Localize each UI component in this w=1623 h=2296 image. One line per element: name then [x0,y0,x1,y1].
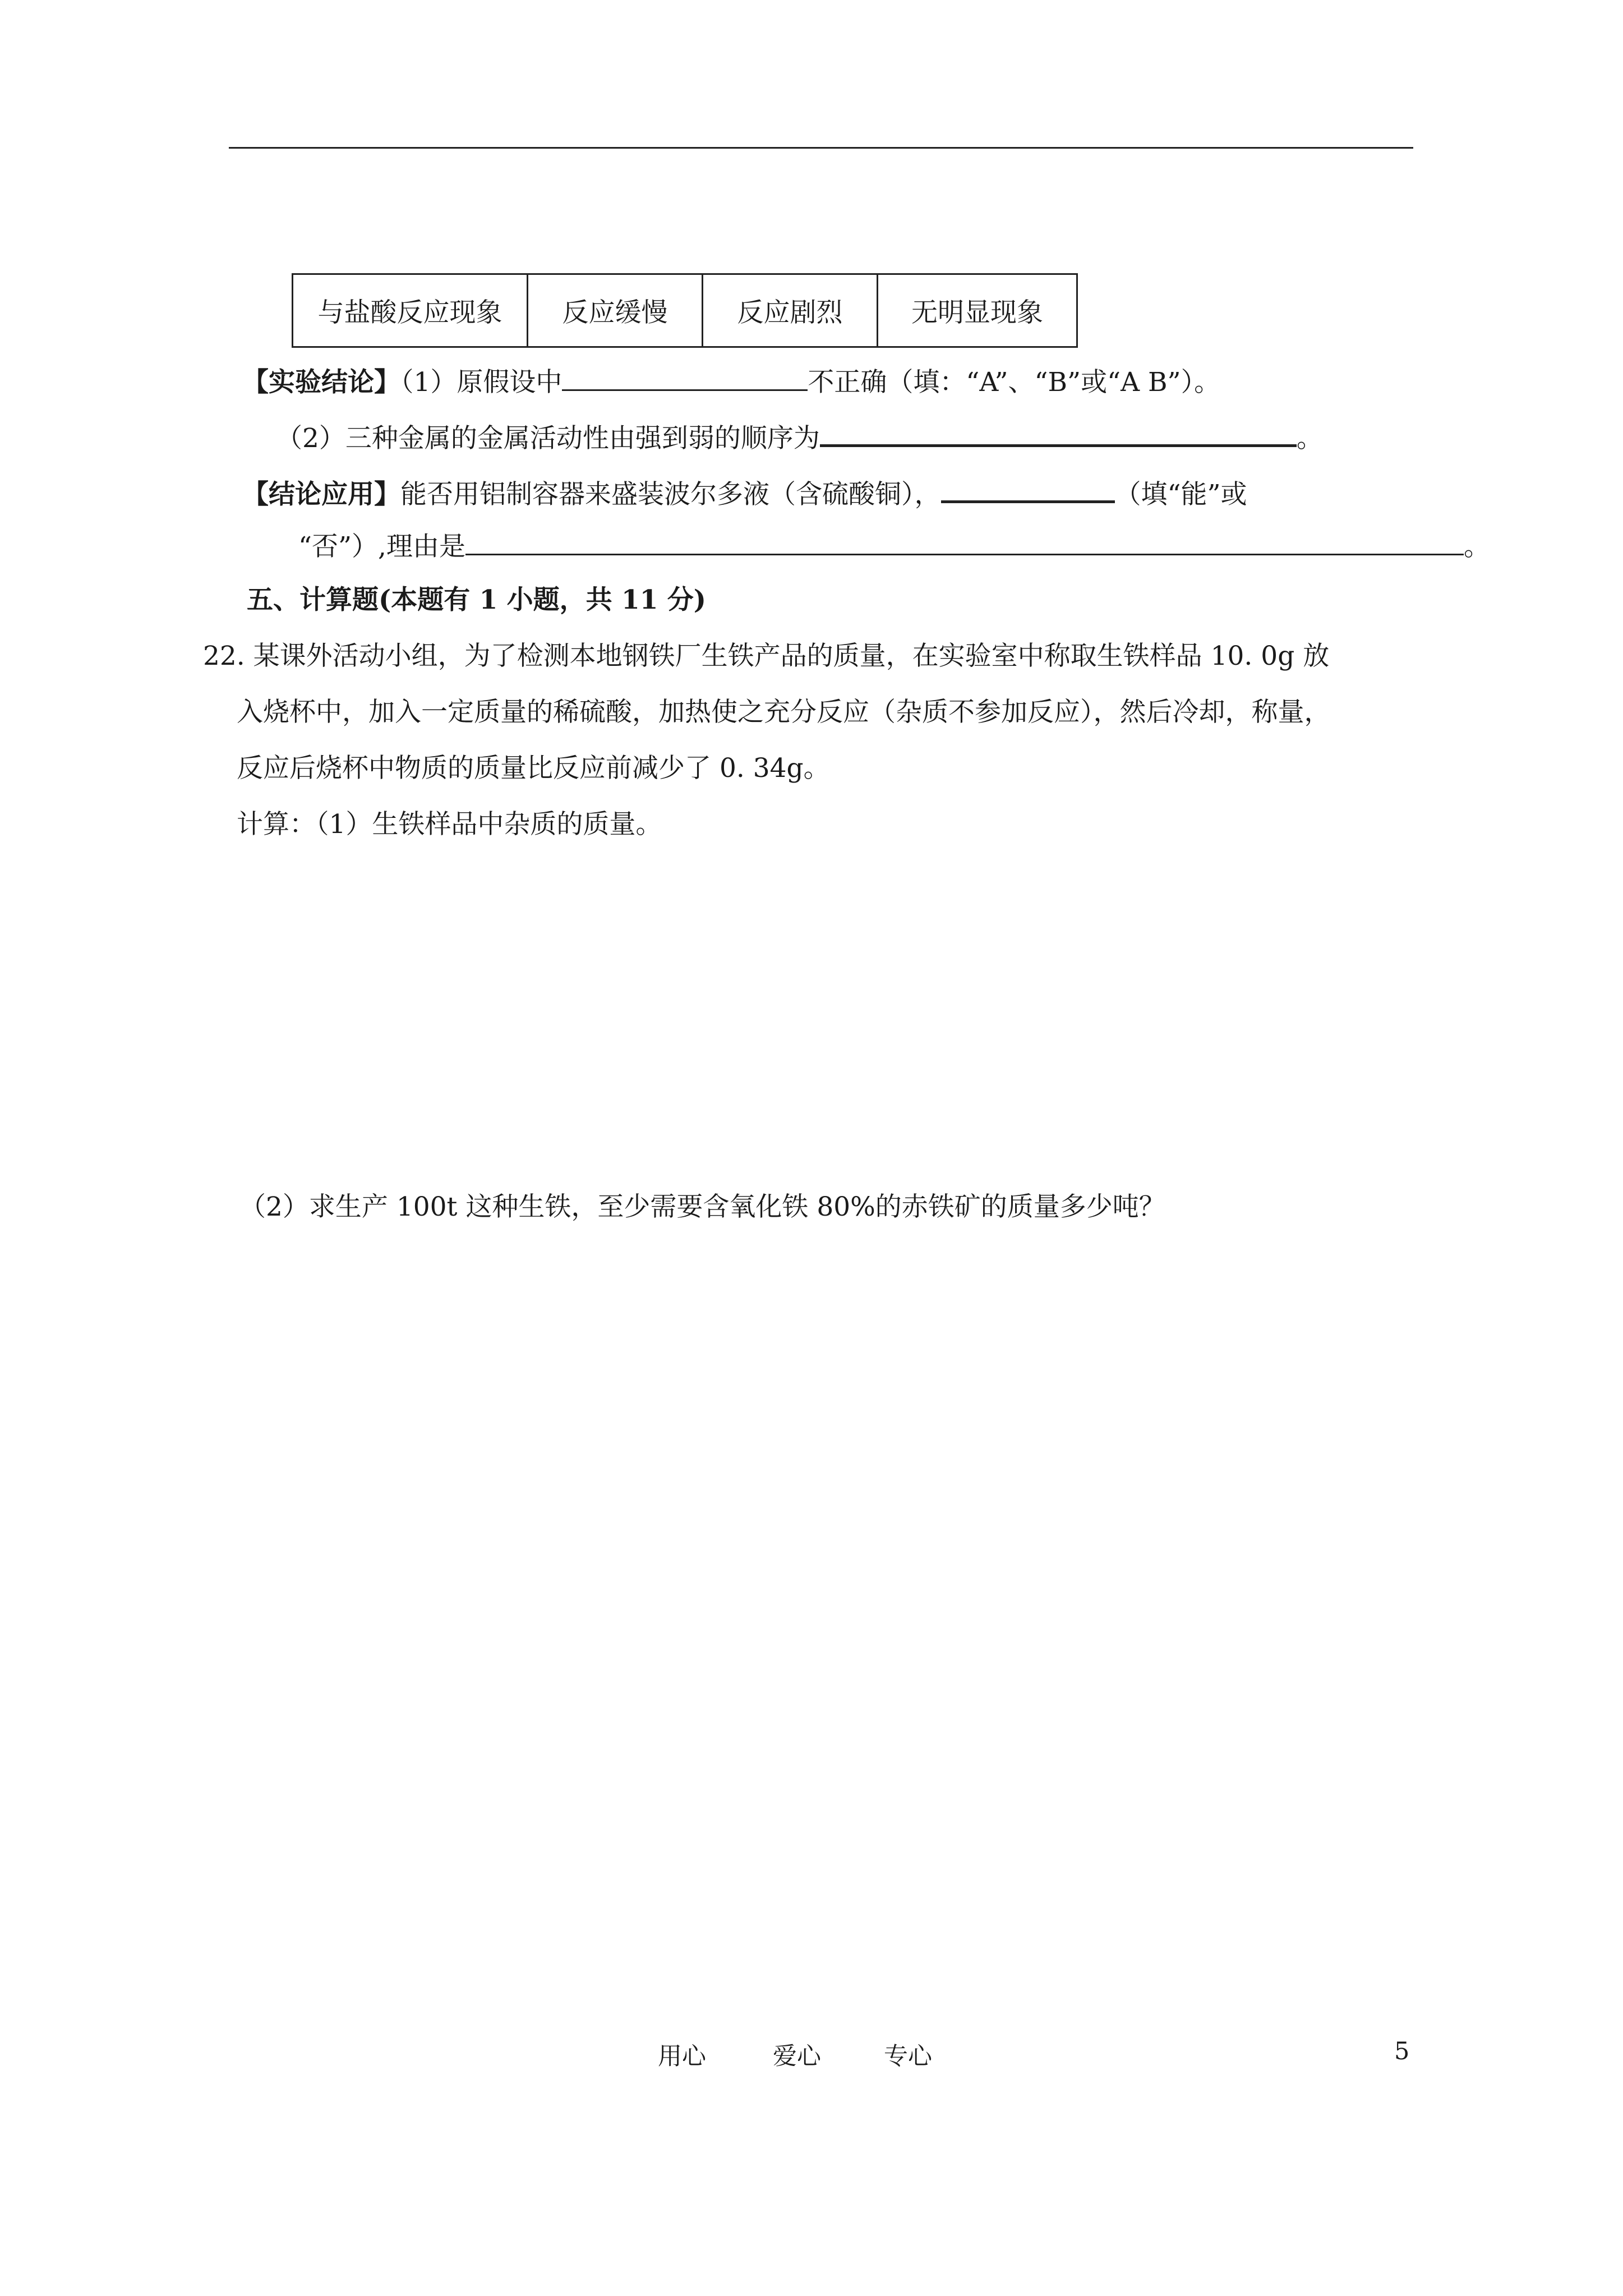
application-text-prefix: 能否用铝制容器来盛装波尔多液（含硫酸铜）， [400,479,941,510]
page-number: 5 [1394,2037,1410,2065]
table-cell: 与盐酸反应现象 [293,274,528,347]
answer-blank-4[interactable] [465,531,1464,555]
calc-prompt-1: 计算：（1）生铁样品中杂质的质量。 [237,809,662,840]
footer-motto-1: 用心 [658,2042,706,2070]
observation-table [292,273,1078,348]
footer-motto-3: 专心 [884,2042,932,2070]
application-line2-suffix: 。 [1464,531,1490,562]
question-line-1: 22. 某课外活动小组，为了检测本地钢铁厂生铁产品的质量，在实验室中称取生铁样品 10. 0g 放 [203,641,1330,671]
conclusion-label: 【实验结论】 [242,367,400,398]
table-cell: 无明显现象 [878,274,1077,347]
table-row [293,274,1077,347]
conclusion-part1-prefix: （1）原假设中 [400,367,562,398]
header-rule [229,147,1413,149]
application-line-1 [242,478,1247,512]
conclusion-line-2 [276,422,1323,455]
answer-blank-3[interactable] [941,478,1115,503]
calc-prompt-2: （2）求生产 100t 这种生铁，至少需要含氧化铁 80%的赤铁矿的质量多少吨？ [239,1191,1165,1222]
application-label: 【结论应用】 [242,479,400,510]
table-cell: 反应剧烈 [703,274,878,347]
application-line2-prefix: “否”）,理由是 [298,531,465,562]
table-cell: 反应缓慢 [528,274,703,347]
conclusion-part1-suffix: 不正确（填：“A”、“B”或“A B”）。 [808,367,1221,398]
question-line-2: 入烧杯中，加入一定质量的稀硫酸，加热使之充分反应（杂质不参加反应），然后冷却，称量， [237,697,1331,728]
conclusion-part2-suffix: 。 [1296,423,1323,454]
conclusion-line-1 [242,366,1220,399]
question-line-3: 反应后烧杯中物质的质量比反应前减少了 0. 34g。 [237,753,830,784]
application-line-2 [298,530,1490,564]
answer-blank-1[interactable] [562,367,808,391]
conclusion-part2-prefix: （2）三种金属的金属活动性由强到弱的顺序为 [276,423,820,454]
answer-blank-2[interactable] [820,422,1297,447]
application-text-suffix: （填“能”或 [1114,479,1247,510]
section-heading: 五、计算题(本题有 1 小题，共 11 分) [247,585,707,615]
footer-motto-2: 爱心 [773,2042,821,2070]
